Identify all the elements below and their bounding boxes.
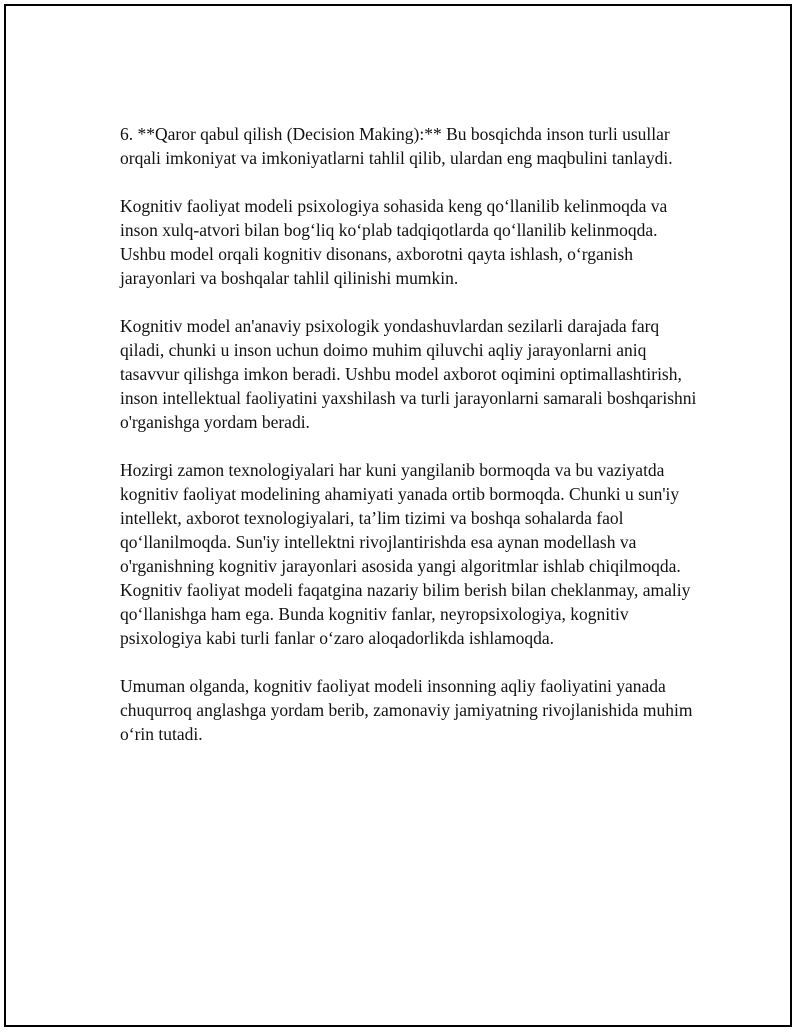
- paragraph-modern-technologies: Hozirgi zamon texnologiyalari har kuni yangilanib bormoqda va bu vaziyatda kognitiv faoliyat modelining ahamiyati yanada ortib bormoqda. Chunki u sun'iy intellekt, axborot texnologiyalari, ta’lim tizimi va boshqa sohalarda faol qo‘llanilmoqda. Sun'iy intellektni rivojlantirishda esa aynan modellash va o'rganishning kognitiv jarayonlari asosida yangi algoritmlar ishlab chiqilmoqda. Kognitiv faoliyat modeli faqatgina nazariy bilim berish bilan cheklanmay, amaliy qo‘llanishga ham ega. Bunda kognitiv fanlar, neyropsixologiya, kognitiv psixologiya kabi turli fanlar o‘zaro aloqadorlikda ishlamoqda.: [120, 460, 691, 648]
- document-body: [120, 122, 700, 770]
- document-page: [4, 4, 792, 1027]
- paragraph-cognitive-model-difference: Kognitiv model an'anaviy psixologik yondashuvlardan sezilarli darajada farq qiladi, chunki u inson uchun doimo muhim qiluvchi aqliy jarayonlarni aniq tasavvur qilishga imkon beradi. Ushbu model axborot oqimini optimallashtirish, inson intellektual faoliyatini yaxshilash va turli jarayonlarni samarali boshqarishni o'rganishga yordam beradi.: [120, 316, 697, 432]
- paragraph-conclusion: Umuman olganda, kognitiv faoliyat modeli insonning aqliy faoliyatini yanada chuqurroq anglashga yordam berib, zamonaviy jamiyatning rivojlanishida muhim o‘rin tutadi.: [120, 676, 693, 744]
- paragraph-decision-making: 6. **Qaror qabul qilish (Decision Making):** Bu bosqichda inson turli usullar orqali imkoniyat va imkoniyatlarni tahlil qilib, ulardan eng maqbulini tanlaydi.: [120, 124, 673, 168]
- paragraph-cognitive-model-usage: Kognitiv faoliyat modeli psixologiya sohasida keng qo‘llanilib kelinmoqda va inson xulq-atvori bilan bog‘liq ko‘plab tadqiqotlarda qo‘llanilib kelinmoqda. Ushbu model orqali kognitiv disonans, axborotni qayta ishlash, o‘rganish jarayonlari va boshqalar tahlil qilinishi mumkin.: [120, 196, 668, 288]
